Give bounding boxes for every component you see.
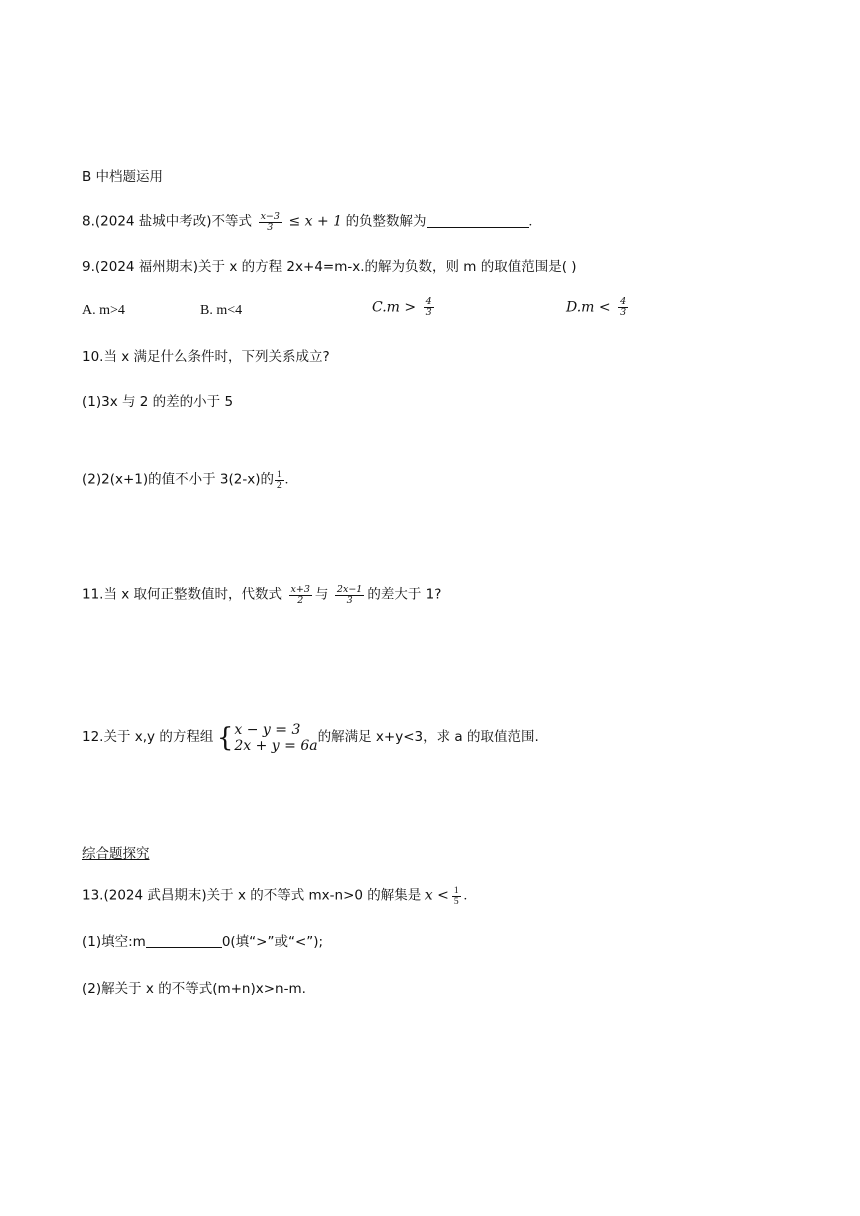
brace-icon: { <box>216 723 234 753</box>
q10-part-2: (2)2(x+1)的值不小于 3(2-x)的 $\frac{1}{2}$ . <box>82 470 289 491</box>
q12-equation-system <box>217 722 318 754</box>
question-13: 13.(2024 武昌期末)关于 x 的不等式 mx-n>0 的解集是 x < $\frac{1}{5}$ . <box>82 886 468 907</box>
q12-equation-1: x − y = 3 <box>234 722 301 738</box>
q13-answer-blank[interactable] <box>146 933 222 948</box>
q8-fraction: $\frac{x-3}{3}$ <box>260 211 280 233</box>
q11-fraction-2: $\frac{2x-1}{3}$ <box>336 584 363 606</box>
q9-option-a[interactable]: A. m>4 <box>82 303 125 318</box>
q10-part2-fraction: $\frac{1}{2}$ <box>277 470 282 491</box>
q9-option-c[interactable]: C.m > $\frac{4}{3}$ <box>372 296 432 318</box>
question-9: 9.(2024 福州期末)关于 x 的方程 2x+4=m-x.的解为负数，则 m 的取值范围是( ) <box>82 259 577 275</box>
q13-part-2: (2)解关于 x 的不等式(m+n)x>n-m. <box>82 981 306 997</box>
q9-option-d[interactable]: D.m < $\frac{4}{3}$ <box>566 296 627 318</box>
question-8: 8.(2024 盐城中考改)不等式 $\frac{x-3}{3}$ ≤ x + 1 的负整数解为 . <box>82 211 533 233</box>
question-12: 12.关于 x,y 的方程组 { x − y = 3 2x + y = 6a 的解满足 x+y<3，求 a 的取值范围. <box>82 722 539 754</box>
question-11: 11.当 x 取何正整数值时，代数式 $\frac{x+3}{2}$ 与 $\frac{2x-1}{3}$ 的差大于 1? <box>82 584 442 606</box>
q8-suffix: 的负整数解为 <box>345 213 427 230</box>
q12-equation-2: 2x + y = 6a <box>234 738 318 754</box>
q10-part-1: (1)3x 与 2 的差的小于 5 <box>82 394 234 410</box>
q8-rhs: ≤ x + 1 <box>288 213 343 230</box>
q13-fraction: $\frac{1}{5}$ <box>453 886 459 907</box>
section-b-heading: B 中档题运用 <box>82 169 164 185</box>
q8-prefix: 8.(2024 盐城中考改)不等式 <box>82 213 253 230</box>
question-10: 10.当 x 满足什么条件时，下列关系成立? <box>82 349 330 365</box>
q13-part-1: (1)填空:m 0(填“>”或“<”); <box>82 934 324 950</box>
q11-fraction-1: $\frac{x+3}{2}$ <box>290 584 310 606</box>
section-c-heading: 综合题探究 <box>82 846 150 862</box>
q8-answer-blank[interactable] <box>427 213 529 228</box>
q9-option-b[interactable]: B. m<4 <box>200 303 243 318</box>
